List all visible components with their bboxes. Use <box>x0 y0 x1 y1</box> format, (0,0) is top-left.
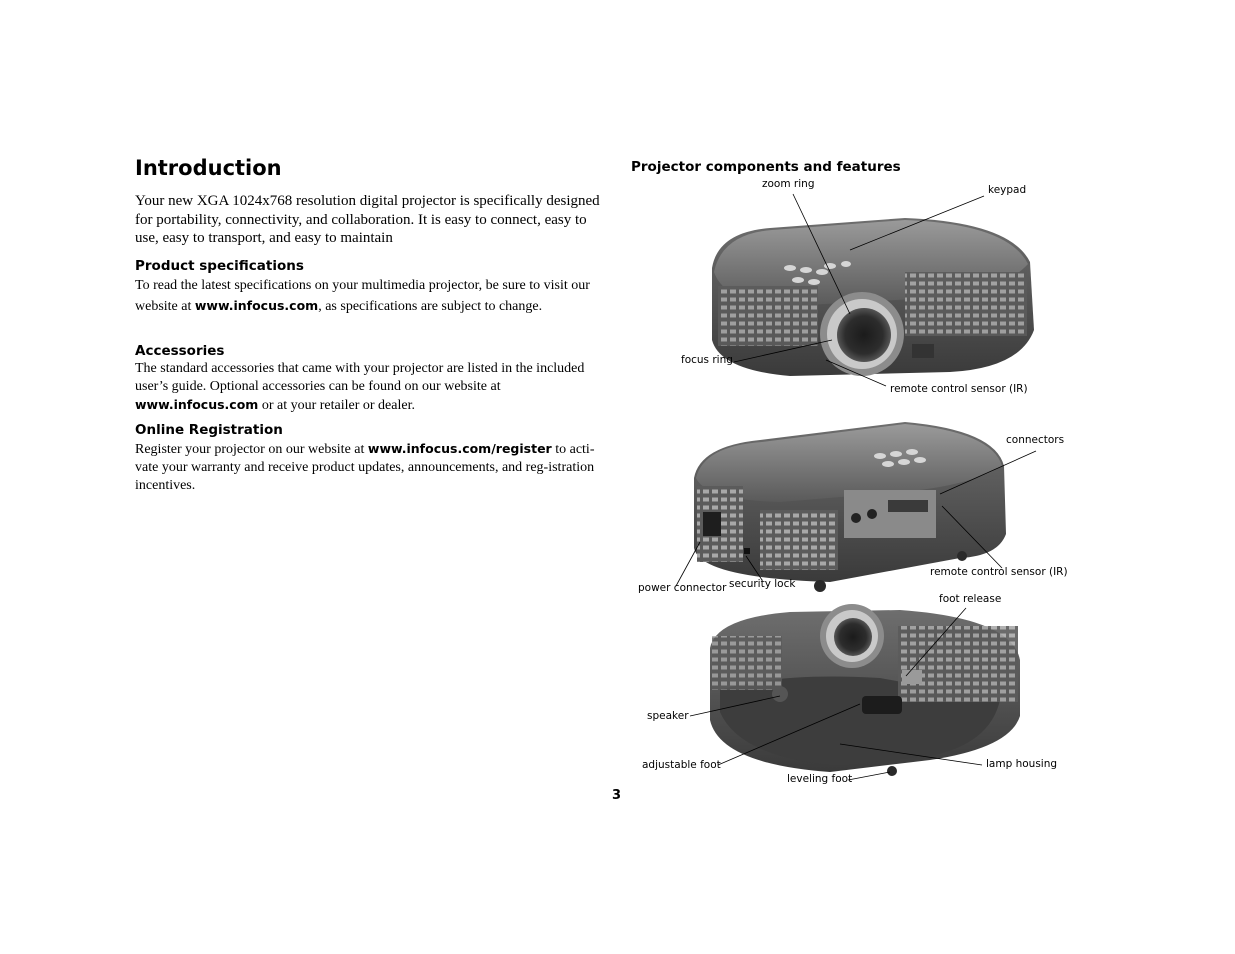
website-link[interactable]: www.infocus.com <box>194 297 319 313</box>
accessories-text-2: or at your retailer or dealer. <box>258 398 415 413</box>
page-title: Introduction <box>135 156 282 180</box>
label-remote-sensor-back: remote control sensor (IR) <box>930 566 1068 578</box>
spec-text-2: , as specifications are subject to change. <box>318 298 543 314</box>
projector-bottom-view <box>710 604 1020 776</box>
label-leveling-foot: leveling foot <box>787 773 853 785</box>
registration-text-1: Register your projector on our website at <box>135 442 368 457</box>
label-speaker: speaker <box>647 710 689 722</box>
projector-top-view <box>712 218 1034 376</box>
intro-paragraph: Your new XGA 1024x768 resolution digital projector is specifically designed for portability, connectivity, and collaboration. It is easy to connect, easy to use, easy to transport, and easy to maintain <box>135 193 600 246</box>
label-adjustable-foot: adjustable foot <box>642 759 721 771</box>
label-keypad: keypad <box>988 184 1027 196</box>
register-link[interactable]: www.infocus.com/register <box>367 441 552 456</box>
website-link-accessories[interactable]: www.infocus.com <box>135 397 259 412</box>
label-remote-sensor-top: remote control sensor (IR) <box>890 383 1028 395</box>
heading-accessories: Accessories <box>135 343 225 359</box>
page-number: 3 <box>612 788 622 803</box>
figure-title: Projector components and features <box>631 159 901 175</box>
label-zoom-ring: zoom ring <box>762 178 815 190</box>
registration-text <box>135 440 605 495</box>
label-power-connector: power connector <box>638 582 727 594</box>
accessories-text-1: The standard accessories that came with your projector are listed in the included user’s guide. Optional accessories can be found on our website at <box>135 361 585 394</box>
heading-online-registration: Online Registration <box>135 422 283 438</box>
label-foot-release: foot release <box>939 593 1002 605</box>
projector-figure <box>620 170 1080 790</box>
heading-product-specifications: Product specifications <box>135 258 304 274</box>
registration-text-2: to acti-vate your warranty and receive product updates, announcements, and reg-istration incentives. <box>135 442 595 493</box>
spec-text-1: To read the latest specifications on your multimedia projector, be sure to visit our website at <box>135 278 590 314</box>
accessories-text <box>135 360 605 415</box>
label-connectors: connectors <box>1006 434 1065 446</box>
product-specifications-text <box>135 276 605 316</box>
label-lamp-housing: lamp housing <box>986 758 1058 770</box>
label-focus-ring: focus ring <box>681 354 733 366</box>
label-security-lock: security lock <box>729 578 796 590</box>
